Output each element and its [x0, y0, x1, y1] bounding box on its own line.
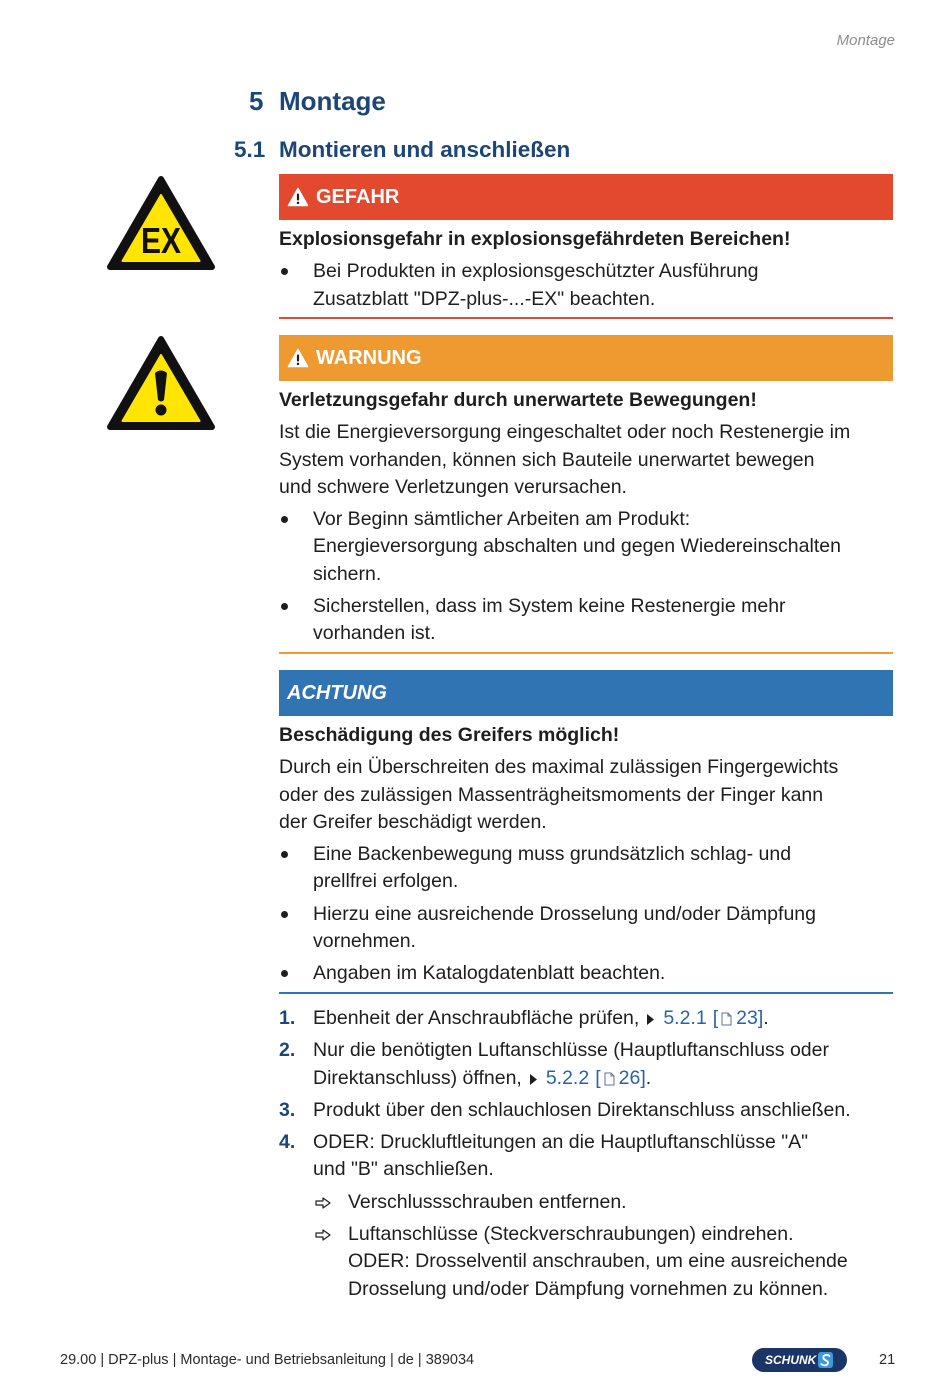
bullet-item	[279, 960, 893, 987]
paragraph-line: Ist die Energieversorgung eingeschaltet oder noch Restenergie im	[279, 421, 851, 444]
danger-notice	[279, 174, 893, 319]
step-number: 3.	[279, 1098, 296, 1121]
xref-bracket-close: ]	[640, 1066, 646, 1089]
bullet-icon	[281, 268, 288, 275]
xref-section[interactable]: 5.2.1	[663, 1007, 707, 1029]
logo-lettering: SCHUNK	[765, 1353, 817, 1367]
step-line	[313, 1005, 893, 1032]
paragraph-line: und schwere Verletzungen verursachen.	[279, 475, 627, 498]
danger-signal-bar	[279, 174, 893, 220]
warning-triangle-icon	[287, 187, 309, 207]
schunk-logo	[752, 1348, 847, 1372]
xref-page[interactable]: 23	[736, 1007, 758, 1029]
xref-bracket-close: ]	[757, 1007, 764, 1029]
bullet-line: Angaben im Katalogdatenblatt beachten.	[313, 962, 666, 985]
bullet-item	[279, 258, 893, 313]
bullet-item	[279, 506, 893, 588]
warning-triangle-icon	[287, 348, 309, 368]
paragraph-line: oder des zulässigen Massenträgheitsmoments der Finger kann	[279, 783, 824, 806]
sign-lettering: EX	[141, 220, 181, 261]
step-item	[279, 1097, 893, 1124]
instruction-steps	[279, 1005, 893, 1303]
page-icon	[604, 1072, 615, 1086]
notice-heading: Beschädigung des Greifers möglich!	[279, 724, 620, 746]
notice-divider	[279, 317, 893, 319]
chapter-title: Montage	[279, 86, 386, 116]
bullet-line: Hierzu eine ausreichende Drosselung und/oder Dämpfung	[313, 902, 816, 925]
bullet-line: sichern.	[313, 562, 382, 585]
bullet-icon	[281, 911, 288, 918]
notice-divider	[279, 652, 893, 654]
result-item	[279, 1221, 893, 1303]
signal-word: WARNUNG	[316, 346, 422, 369]
signal-word: GEFAHR	[316, 185, 400, 208]
step-number: 4.	[279, 1131, 296, 1154]
explosion-hazard-sign-icon	[107, 175, 215, 272]
section-number: 5.1	[234, 137, 266, 162]
link-arrow-icon	[530, 1074, 537, 1085]
bullet-line: prellfrei erfolgen.	[313, 870, 459, 893]
step-line: Nur die benötigten Luftanschlüsse (Hauptluftanschluss oder	[313, 1039, 829, 1062]
xref-section[interactable]: 5.2.2	[545, 1066, 590, 1089]
step-text-end: .	[763, 1007, 769, 1029]
result-arrow-icon	[315, 1229, 331, 1241]
paragraph-line: Durch ein Überschreiten des maximal zulässigen Fingergewichts	[279, 756, 839, 779]
bullet-line: Energieversorgung abschalten und gegen Wiedereinschalten	[313, 535, 841, 558]
caution-signal-bar	[279, 670, 893, 716]
step-item	[279, 1037, 893, 1092]
bullet-line: Vor Beginn sämtlicher Arbeiten am Produkt:	[313, 508, 691, 531]
bullet-line: vorhanden ist.	[313, 622, 436, 645]
notice-divider	[279, 992, 893, 994]
bullet-line: Zusatzblatt "DPZ-plus-...-EX" beachten.	[313, 287, 656, 310]
xref-bracket-open: [	[595, 1066, 601, 1089]
bullet-line: Bei Produkten in explosionsgeschützter Ausführung	[313, 260, 759, 283]
result-line: ODER: Drosselventil anschrauben, um eine ausreichende	[348, 1250, 848, 1273]
step-item	[279, 1129, 893, 1184]
link-arrow-icon	[647, 1014, 654, 1025]
bullet-item	[279, 841, 893, 896]
result-line: Luftanschlüsse (Steckverschraubungen) eindrehen.	[348, 1223, 794, 1246]
paragraph-line: System vorhanden, können sich Bauteile unerwartet bewegen	[279, 448, 815, 471]
warning-signal-bar	[279, 335, 893, 381]
notice-heading: Verletzungsgefahr durch unerwartete Bewegungen!	[279, 389, 757, 411]
bullet-icon	[281, 851, 288, 858]
result-line: Drosselung und/oder Dämpfung vornehmen zu können.	[348, 1277, 829, 1300]
step-line	[313, 1065, 893, 1092]
step-line: ODER: Druckluftleitungen an die Hauptluftanschlüsse "A"	[313, 1131, 809, 1154]
bullet-line: vornehmen.	[313, 930, 416, 953]
step-line: Produkt über den schlauchlosen Direktanschluss anschließen.	[313, 1098, 851, 1121]
section-title: Montieren und anschließen	[279, 137, 571, 162]
notice-heading: Explosionsgefahr in explosionsgefährdeten Bereichen!	[279, 228, 791, 250]
notice-paragraph	[279, 754, 893, 836]
bullet-item	[279, 593, 893, 648]
step-text: Direktanschluss) öffnen,	[313, 1066, 522, 1089]
page-icon	[721, 1012, 732, 1026]
caution-notice	[279, 670, 893, 994]
result-arrow-icon	[315, 1197, 331, 1209]
notice-paragraph	[279, 419, 893, 501]
paragraph-line: der Greifer beschädigt werden.	[279, 810, 547, 833]
cross-reference-link[interactable]	[639, 1007, 763, 1029]
bullet-icon	[281, 603, 288, 610]
bullet-line: Sicherstellen, dass im System keine Restenergie mehr	[313, 595, 786, 618]
warning-notice	[279, 335, 893, 654]
page-number: 21	[879, 1352, 896, 1368]
chapter-number: 5	[249, 86, 264, 116]
xref-page[interactable]: 26	[618, 1066, 641, 1089]
footer-document-info: 29.00 | DPZ-plus | Montage- und Betriebsanleitung | de | 389034	[60, 1352, 475, 1368]
signal-word: ACHTUNG	[287, 681, 387, 704]
step-number: 1.	[279, 1007, 296, 1029]
bullet-icon	[281, 970, 288, 977]
general-warning-sign-icon	[107, 335, 215, 432]
xref-bracket-open: [	[712, 1007, 719, 1029]
cross-reference-link[interactable]	[522, 1067, 646, 1089]
step-number: 2.	[279, 1039, 296, 1062]
result-line: Verschlussschrauben entfernen.	[348, 1190, 627, 1213]
step-text: Ebenheit der Anschraubfläche prüfen,	[313, 1007, 640, 1029]
bullet-item	[279, 901, 893, 956]
result-item	[279, 1189, 893, 1216]
running-header: Montage	[836, 32, 895, 49]
step-line: und "B" anschließen.	[313, 1158, 494, 1181]
logo-mark-icon	[818, 1352, 833, 1368]
bullet-icon	[281, 516, 288, 523]
step-text-end: .	[645, 1066, 652, 1089]
bullet-line: Eine Backenbewegung muss grundsätzlich schlag- und	[313, 843, 792, 866]
step-item	[279, 1005, 893, 1032]
